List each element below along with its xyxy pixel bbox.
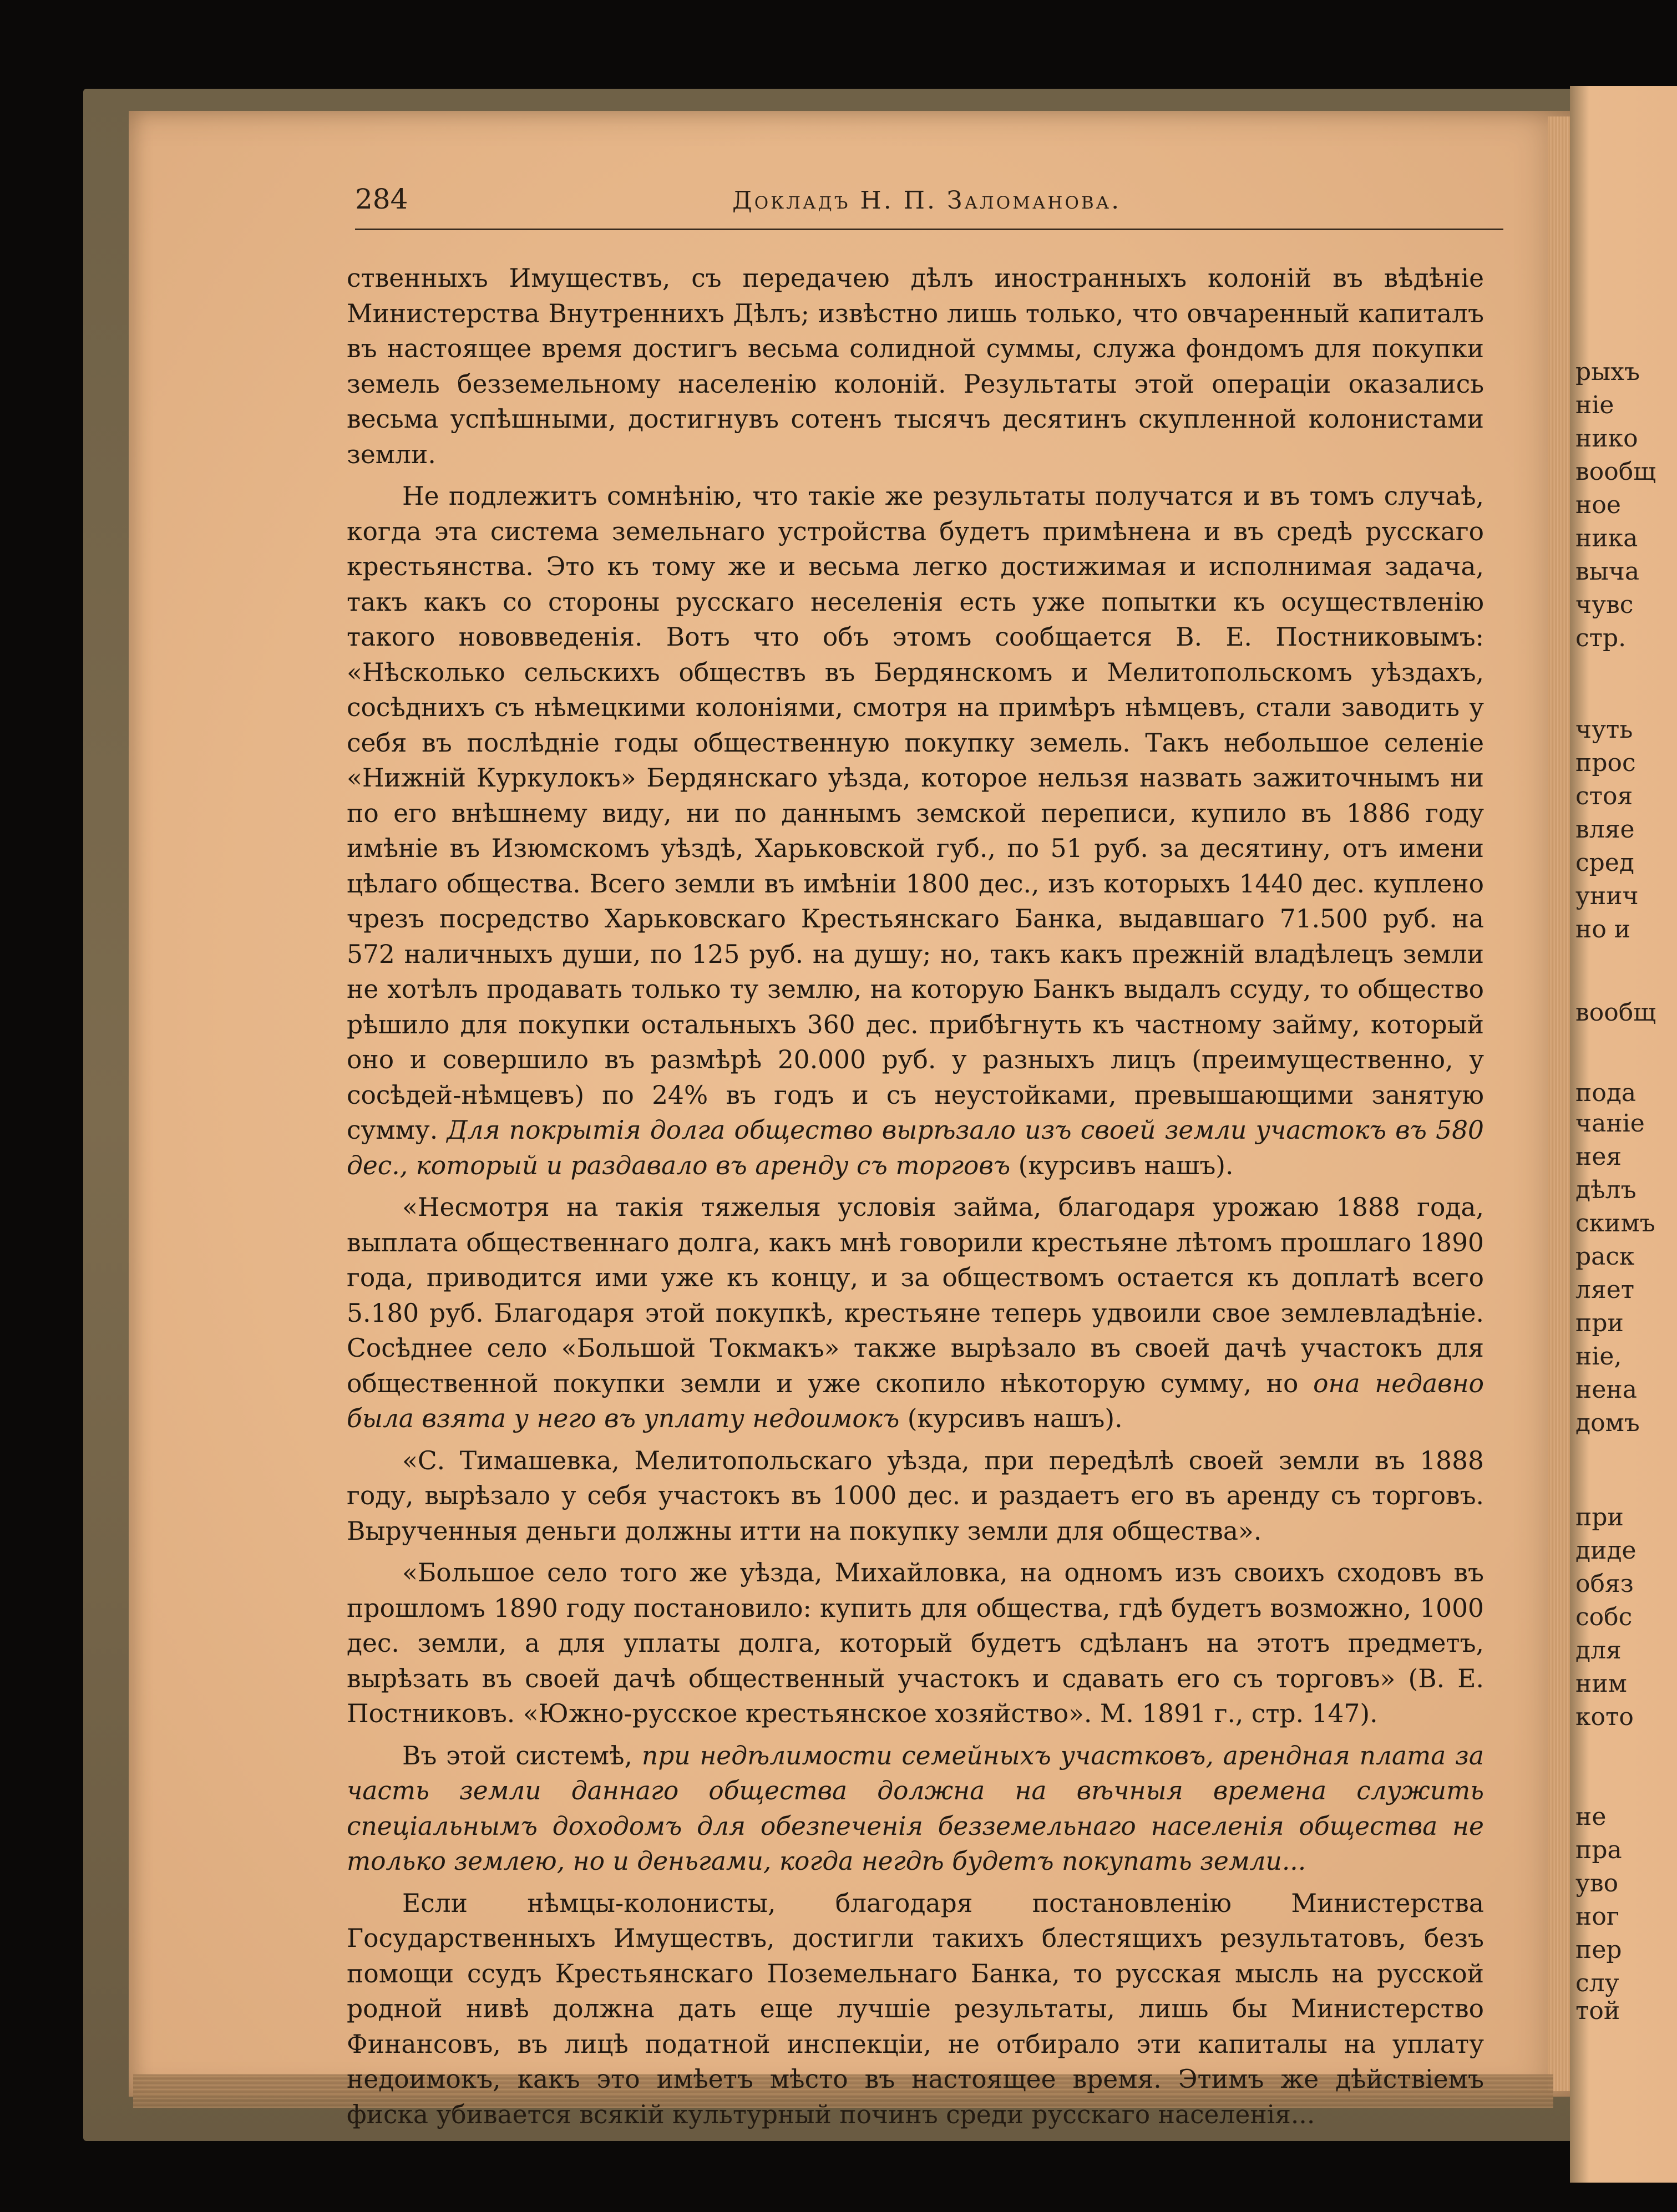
next-page-line: чуть bbox=[1575, 716, 1633, 744]
text-run: «Несмотря на такія тяжелыя условія займа, благодаря урожаю 1888 года, выплата общественнаго долга, какъ мнѣ говорили крестьяне лѣтомъ прошлаго 1890 года, приводится ими уже къ концу, и за обществомъ остается къ доплатѣ всего 5.180 руб. Благодаря этой покупкѣ, крестьяне теперь удвоили свое землевладѣніе. Сосѣднее село «Большой Токмакъ» также вырѣзало въ своей дачѣ участокъ для общественной покупки земли и уже скопило нѣкоторую сумму, но bbox=[347, 1193, 1484, 1398]
next-page-line: ное bbox=[1575, 491, 1621, 519]
next-page-line: скимъ bbox=[1575, 1209, 1655, 1237]
next-page-line: обяз bbox=[1575, 1570, 1634, 1598]
paragraph-p5 bbox=[347, 1555, 1484, 1732]
next-page-line: сред bbox=[1575, 849, 1634, 877]
page-edges bbox=[1548, 116, 1570, 2091]
next-page-line: ног bbox=[1575, 1902, 1619, 1931]
next-page-line: для bbox=[1575, 1636, 1622, 1665]
header-rule bbox=[355, 229, 1503, 230]
next-page-line: при bbox=[1575, 1309, 1624, 1337]
text-run: (курсивъ нашъ). bbox=[899, 1404, 1123, 1433]
italic-text: Для покрытія долга общество вырѣзало изъ своей земли участокъ въ 580 дес., который и раздавало въ аренду съ торговъ bbox=[347, 1115, 1485, 1180]
next-page-line: чаніе bbox=[1575, 1109, 1645, 1138]
next-page-line: нико bbox=[1575, 424, 1638, 453]
next-page-line: рыхъ bbox=[1575, 358, 1640, 386]
next-page-line: нея bbox=[1575, 1143, 1622, 1171]
italic-text: при недѣлимости семейныхъ участковъ, арендная плата за часть земли даннаго общества должна на вѣчныя времена служить спеціальнымъ доходомъ для обезпеченія безземельнаго населенія общества не только землею, но и деньгами, когда негдѣ будетъ покупать земли... bbox=[347, 1741, 1484, 1876]
next-page-line: дѣлъ bbox=[1575, 1176, 1637, 1204]
next-page-line: собс bbox=[1575, 1603, 1633, 1631]
next-page-line: ляет bbox=[1575, 1276, 1635, 1304]
text-run: (курсивъ нашъ). bbox=[1010, 1150, 1234, 1180]
next-page-line: ніе bbox=[1575, 391, 1614, 419]
next-page-line: прос bbox=[1575, 749, 1636, 777]
next-page-line: диде bbox=[1575, 1536, 1637, 1565]
text-run: Если нѣмцы-колонисты, благодаря постановленію Министерства Государственныхъ Имуществъ, достигли такихъ блестящихъ результатовъ, безъ помощи ссудъ Крестьянскаго Поземельнаго Банка, то русская мысль на русской родной нивѣ должна дать еще лучшіе результаты, лишь бы Министерство Финансовъ, въ лицѣ податной инспекціи, не отбирало эти капиталы на уплату недоимокъ, какъ это имѣетъ мѣсто въ настоящее время. Этимъ же дѣйствіемъ фиска убивается всякій культурный починъ среди русскаго населенія... bbox=[347, 1888, 1484, 2129]
body-text bbox=[347, 261, 1484, 2132]
paragraph-p2 bbox=[347, 479, 1484, 1183]
next-page-line: при bbox=[1575, 1503, 1624, 1531]
text-run: ственныхъ Имуществъ, съ передачею дѣлъ иностранныхъ колоній въ вѣдѣніе Министерства Внутреннихъ Дѣлъ; извѣстно лишь только, что овчаренный капиталъ въ настоящее время достигъ весьма солидной суммы, служа фондомъ для покупки земель безземельному населенію колоній. Результаты этой операціи оказались весьма успѣшными, достигнувъ сотенъ тысячъ десятинъ скупленной колонистами земли. bbox=[347, 263, 1484, 469]
next-page-line: вообщ bbox=[1575, 458, 1656, 486]
paragraph-p1 bbox=[347, 261, 1484, 472]
next-page-line: уво bbox=[1575, 1869, 1619, 1898]
next-page-line: той bbox=[1575, 1997, 1620, 2025]
next-page-line: вляе bbox=[1575, 815, 1635, 844]
next-page-line: не bbox=[1575, 1803, 1607, 1831]
page-header bbox=[355, 183, 1503, 227]
next-page-line: раск bbox=[1575, 1242, 1635, 1271]
italic-text: она недавно была взята у него въ уплату недоимокъ bbox=[347, 1368, 1484, 1433]
next-page-line: пода bbox=[1575, 1079, 1637, 1107]
page-number: 284 bbox=[355, 183, 408, 215]
next-page-line: ним bbox=[1575, 1670, 1627, 1698]
paragraph-p4 bbox=[347, 1443, 1484, 1549]
next-page-line: стоя bbox=[1575, 782, 1633, 810]
next-page-line: пер bbox=[1575, 1936, 1622, 1964]
next-page-line: пра bbox=[1575, 1836, 1622, 1864]
next-page-line: чувс bbox=[1575, 591, 1634, 619]
text-run: Въ этой системѣ, bbox=[402, 1741, 642, 1770]
next-page-line: выча bbox=[1575, 557, 1640, 586]
next-page-line: слу bbox=[1575, 1969, 1619, 1997]
adjacent-page-fragment bbox=[1570, 86, 1677, 2183]
next-page-line: унич bbox=[1575, 882, 1639, 910]
running-head: Докладъ Н. П. Заломанова. bbox=[732, 186, 1122, 215]
text-run: «Большое село того же уѣзда, Михайловка, на одномъ изъ своихъ сходовъ въ прошломъ 1890 году постановило: купить для общества, гдѣ будетъ возможно, 1000 дес. земли, а для уплаты долга, который будетъ сдѣланъ на этотъ предметъ, вырѣзать въ своей дачѣ общественный участокъ и сдавать его съ торговъ» (В. Е. Постниковъ. «Южно-русское крестьянское хозяйство». М. 1891 г., стр. 147). bbox=[347, 1558, 1484, 1728]
paragraph-p7 bbox=[347, 1886, 1484, 2133]
next-page-line: нена bbox=[1575, 1376, 1637, 1404]
next-page-line: но и bbox=[1575, 915, 1631, 943]
next-page-line: ника bbox=[1575, 524, 1638, 552]
next-page-line: домъ bbox=[1575, 1409, 1640, 1437]
next-page-line: стр. bbox=[1575, 624, 1627, 652]
text-run: Не подлежитъ сомнѣнію, что такіе же результаты получатся и въ томъ случаѣ, когда эта система земельнаго устройства будетъ примѣнена и въ средѣ русскаго крестьянства. Это къ тому же и весьма легко достижимая и исполнимая задача, такъ какъ со стороны русскаго неселенія есть уже попытки къ осуществленію такого нововведенія. Вотъ что объ этомъ сообщается В. Е. Постниковымъ: «Нѣсколько сельскихъ обществъ въ Бердянскомъ и Мелитопольскомъ уѣздахъ, сосѣднихъ съ нѣмецкими колоніями, смотря на примѣръ нѣмцевъ, стали заводить у себя въ послѣдніе годы общественную покупку земель. Такъ небольшое селеніе «Нижній Куркулокъ» Бердянскаго уѣзда, которое нельзя назвать зажиточнымъ ни по его внѣшнему виду, ни по даннымъ земской переписи, купило въ 1886 году имѣніе въ Изюмскомъ уѣздѣ, Харьковской губ., по 51 руб. за десятину, отъ имени цѣлаго общества. Всего земли въ имѣніи 1800 дес., изъ которыхъ 1440 дес. куплено чрезъ посредство Харьковскаго Крестьянскаго Банка, выдавшаго 71.500 руб. на 572 наличныхъ души, по 125 руб. на душу; но, такъ какъ прежній владѣлецъ земли не хотѣлъ продавать только ту землю, на которую Банкъ выдалъ ссуду, то общество рѣшило для покупки остальныхъ 360 дес. прибѣгнуть къ частному займу, который оно и совершило въ размѣрѣ 20.000 руб. у разныхъ лицъ (преимущественно, у сосѣдей-нѣмцевъ) по 24% въ годъ и съ неустойками, превышающими занятую сумму. bbox=[347, 481, 1484, 1145]
next-page-line: ніе, bbox=[1575, 1342, 1622, 1371]
next-page-line: кото bbox=[1575, 1703, 1634, 1731]
text-run: «С. Тимашевка, Мелитопольскаго уѣзда, при передѣлѣ своей земли въ 1888 году, вырѣзало у себя участокъ въ 1000 дес. и раздаетъ его въ аренду съ торговъ. Вырученныя деньги должны итти на покупку земли для общества». bbox=[347, 1445, 1484, 1546]
next-page-line: вообщ bbox=[1575, 998, 1656, 1027]
paragraph-p6 bbox=[347, 1738, 1484, 1879]
paragraph-p3 bbox=[347, 1190, 1484, 1437]
